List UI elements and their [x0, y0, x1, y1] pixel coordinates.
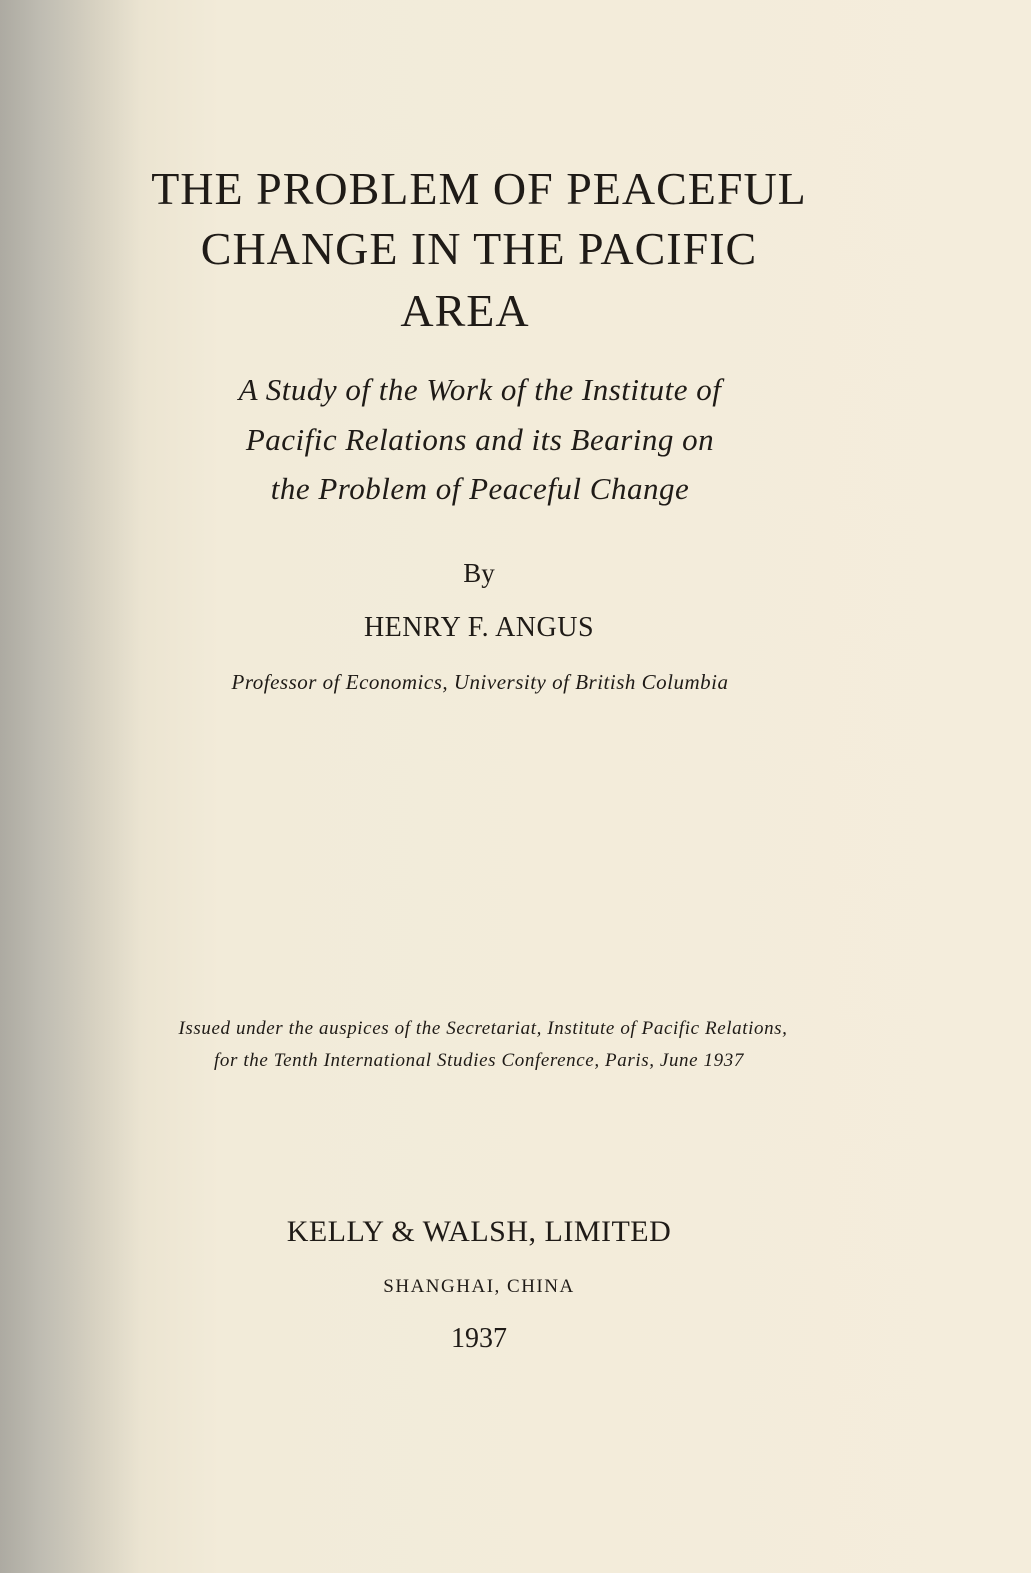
book-title-line-1: THE PROBLEM OF PEACEFUL	[151, 163, 807, 214]
issued-note-line-1: Issued under the auspices of the Secretariat, Institute of Pacific Relations,	[178, 1018, 788, 1039]
by-label: By	[463, 558, 495, 588]
subtitle-line-1: A Study of the Work of the Institute of	[238, 372, 722, 407]
publisher-city: SHANGHAI, CHINA	[383, 1276, 575, 1297]
book-title-line-3: AREA	[400, 285, 530, 336]
issued-note-line-2: for the Tenth International Studies Conference, Paris, June 1937	[214, 1050, 744, 1071]
subtitle-line-2: Pacific Relations and its Bearing on	[245, 422, 715, 457]
book-title-line-2: CHANGE IN THE PACIFIC	[200, 223, 758, 274]
publication-year: 1937	[451, 1323, 507, 1354]
author-name: HENRY F. ANGUS	[363, 612, 595, 643]
publisher-name: KELLY & WALSH, LIMITED	[286, 1215, 672, 1248]
subtitle-line-3: the Problem of Peaceful Change	[270, 471, 690, 506]
author-affiliation: Professor of Economics, University of British Columbia	[231, 670, 729, 694]
